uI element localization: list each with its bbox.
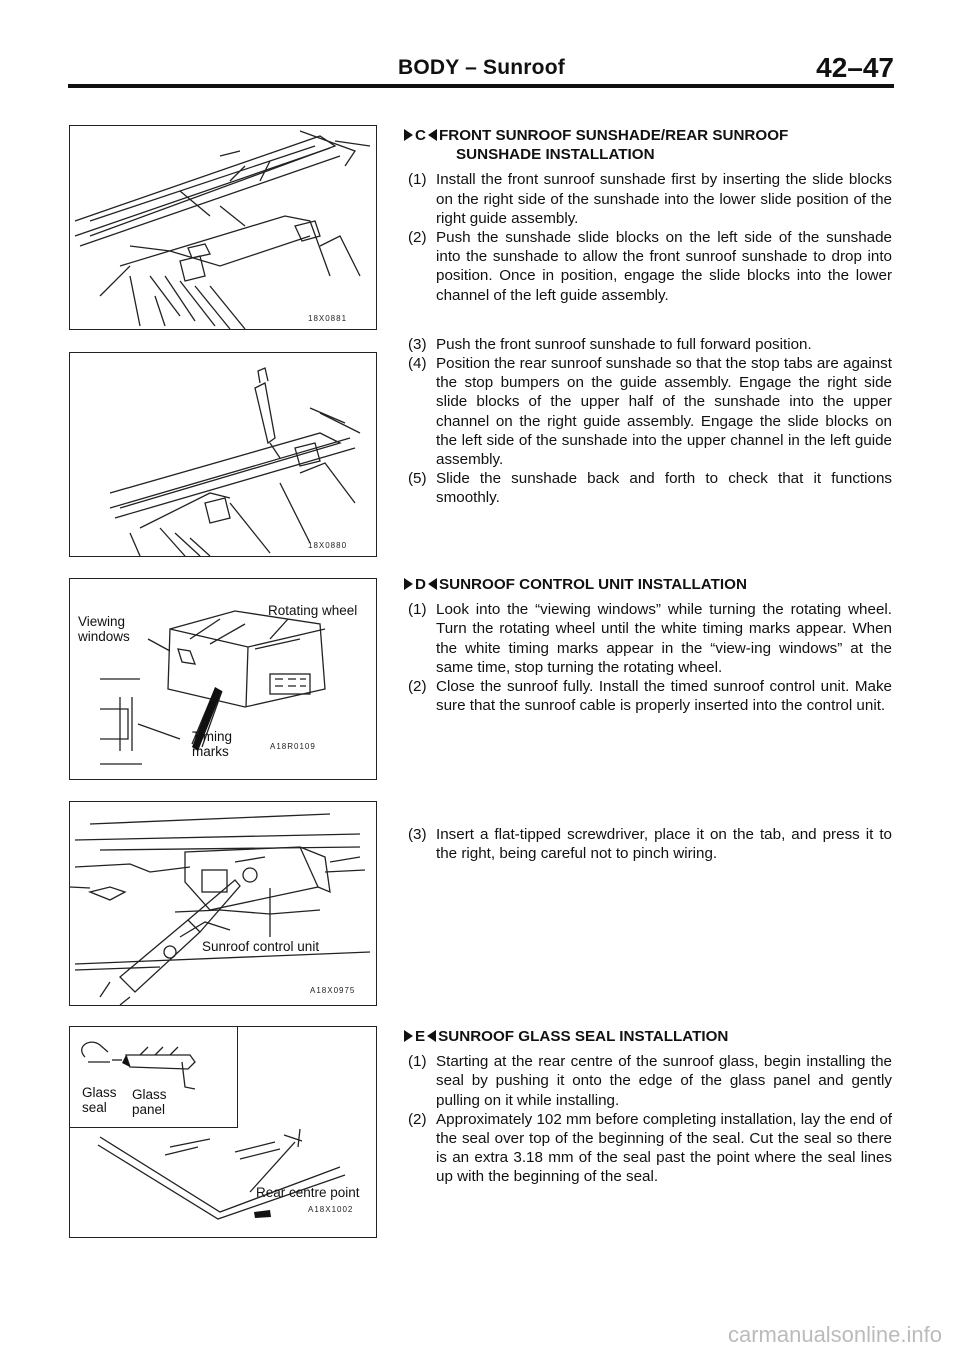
arrow-left-icon xyxy=(428,578,437,590)
list-item: (1) Starting at the rear centre of the sunroof glass, begin installing the seal by pushing it onto the edge of the glass panel and gently pulling on it while installing. xyxy=(408,1053,892,1109)
screwdriver-drawing xyxy=(70,802,376,1005)
section-c-title-line2: SUNSHADE INSTALLATION xyxy=(456,146,655,164)
list-item: (2) Push the sunshade slide blocks on the left side of the sunshade into the sunshade to allow the front sunroof sunshade to drop into position. Once in position, engage the slide blocks into the lower channel of the left guide assembly. xyxy=(408,229,892,304)
section-c-title-line1: FRONT SUNROOF SUNSHADE/REAR SUNROOF xyxy=(438,127,789,144)
arrow-right-icon xyxy=(404,1030,413,1042)
section-c-title xyxy=(404,126,892,145)
list-item: (3) Push the front sunroof sunshade to full forward position. xyxy=(408,335,812,353)
section-d-title: D SUNROOF CONTROL UNIT INSTALLATION xyxy=(404,575,892,594)
sunshade-insert-drawing xyxy=(70,126,376,329)
label-timing-marks: Timing marks xyxy=(192,729,233,759)
section-d-step3 xyxy=(404,825,892,863)
label-glass-panel: Glass panel xyxy=(132,1087,167,1117)
header-rule xyxy=(68,84,894,88)
label-glass-seal: Glass seal xyxy=(82,1085,117,1115)
list-item: (5) Slide the sunshade back and forth to check that it functions smoothly. xyxy=(408,470,892,507)
list-item: (3) Insert a flat-tipped screwdriver, place it on the tab, and press it to the right, being careful not to pinch wiring. xyxy=(408,826,892,863)
page-number: 42–47 xyxy=(816,52,894,83)
label-sunroof-control-unit: Sunroof control unit xyxy=(202,939,320,954)
label-viewing-windows: Viewing windows xyxy=(78,614,130,644)
figure-code: 18X0881 xyxy=(308,314,348,323)
section-e xyxy=(404,1027,892,1187)
list-item: (1) Look into the “viewing windows” while turning the rotating wheel. Turn the rotating wheel until the white timing marks appear. When the white timing marks appear in the “view-ing windows” at the same time, stop turning the rotating wheel. xyxy=(408,601,892,676)
figure-code: A18X1002 xyxy=(308,1205,354,1214)
watermark: carmanualsonline.info xyxy=(727,1322,942,1347)
figure-glass-seal xyxy=(69,1026,377,1238)
figure-sunshade-forward xyxy=(69,352,377,557)
section-marker: E xyxy=(404,1027,436,1046)
section-d xyxy=(404,575,892,715)
figure-sunshade-insert xyxy=(69,125,377,330)
section-marker: D xyxy=(404,575,437,594)
figure-control-unit-removal xyxy=(69,801,377,1006)
figure-code: A18R0109 xyxy=(270,742,316,751)
arrow-right-icon xyxy=(404,129,413,141)
page-title: BODY – Sunroof xyxy=(398,56,565,79)
figure-code: A18X0975 xyxy=(310,986,356,995)
page-header xyxy=(68,52,894,86)
list-item: (4) Position the rear sunroof sunshade so that the stop tabs are against the stop bumpers on the guide assembly. Engage the right side slide blocks of the upper half of the sunshade into the upper channel on the right guide assembly. Engage the slide blocks on the left side of the sunshade into the upper channel in the left guide assembly. xyxy=(408,355,892,469)
label-rotating-wheel: Rotating wheel xyxy=(268,603,358,618)
list-item: (2) Approximately 102 mm before completing installation, lay the end of the seal over top of the beginning of the seal. Cut the seal so there is an extra 3.18 mm of the seal past the point where the seal lines up with the beginning of the seal. xyxy=(408,1110,892,1186)
list-item: (1) Install the front sunroof sunshade first by inserting the slide blocks on the right side of the sunshade into the lower slide position of the right guide assembly. xyxy=(408,171,892,227)
arrow-left-icon xyxy=(427,1030,436,1042)
section-marker: C xyxy=(404,126,437,145)
arrow-left-icon xyxy=(428,129,437,141)
arrow-right-icon xyxy=(404,578,413,590)
sunshade-forward-drawing xyxy=(70,353,376,556)
figure-code: 18X0880 xyxy=(308,541,348,550)
label-rear-centre-point: Rear centre point xyxy=(256,1185,360,1200)
section-e-title: E SUNROOF GLASS SEAL INSTALLATION xyxy=(404,1027,892,1046)
section-c xyxy=(404,126,892,508)
list-item: (2) Close the sunroof fully. Install the timed sunroof control unit. Make sure that the sunroof cable is properly inserted into the control unit. xyxy=(408,678,892,715)
figure-control-unit-timing xyxy=(69,578,377,780)
